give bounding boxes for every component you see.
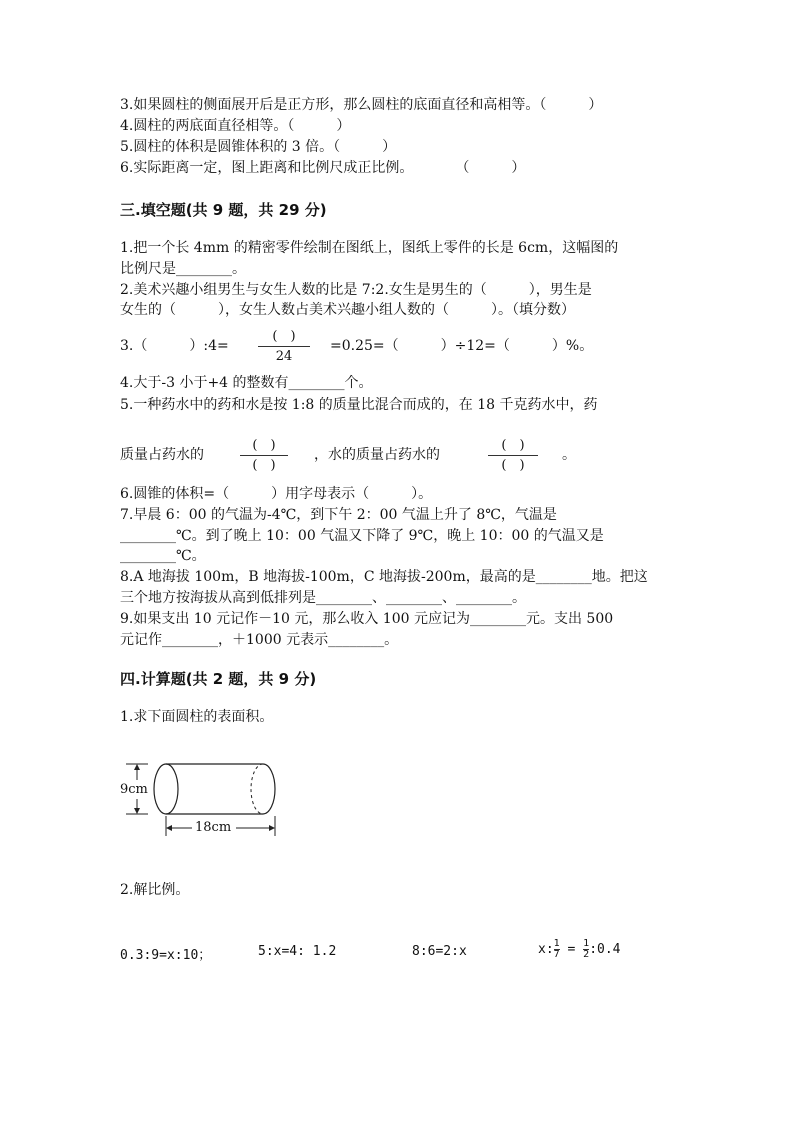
fill-q6: 6.圆锥的体积=（ ）用字母表示（ ）。 [120, 486, 433, 502]
fill-q8-line2: 三个地方按海拔从高到低排列是________、________、________。 [120, 590, 526, 606]
fill-q5-end: 。 [562, 447, 576, 463]
eq4-f1-denominator: 7 [553, 949, 560, 960]
fill-q8-line1: 8.A 地海拔 100m，B 地海拔-100m，C 地海拔-200m，最高的是________地。把这 [120, 569, 648, 585]
fill-q1-line1: 1.把一个长 4mm 的精密零件绘制在图纸上，图纸上零件的长是 6cm，这幅图的 [120, 240, 619, 256]
equation-4 [538, 939, 621, 960]
equation-2: 5:x=4: 1.2 [258, 944, 337, 959]
fill-q7-line1: 7.早晨 6：00 的气温为-4℃，到下午 2：00 气温上升了 8℃，气温是 [120, 507, 557, 523]
tf-question-3: 3.如果圆柱的侧面展开后是正方形，那么圆柱的底面直径和高相等。（ ） [120, 97, 603, 113]
fraction-bar [258, 346, 310, 347]
cylinder-length-label: 18cm [195, 820, 232, 835]
fraction-bar [240, 455, 288, 456]
equation-3: 8:6=2:x [412, 944, 467, 959]
equation-4-part-b: :0.4 [589, 942, 621, 957]
fill-q1-line2: 比例尺是________。 [120, 261, 246, 277]
fill-q5-frac2-denominator: ( ) [501, 458, 525, 473]
fill-q5-line1: 5.一种药水中的药和水是按 1:8 的质量比混合而成的，在 18 千克药水中，药 [120, 397, 598, 413]
fill-q5-start: 质量占药水的 [120, 447, 204, 463]
fill-q5-middle: ，水的质量占药水的 [314, 447, 440, 463]
fill-q5-fraction-2 [488, 438, 538, 473]
fill-q3-fraction-denominator: 24 [275, 349, 293, 364]
fill-q5-frac1-denominator: ( ) [252, 458, 276, 473]
fill-q5-frac1-numerator: ( ) [252, 438, 276, 453]
fill-q2-line2: 女生的（ ），女生人数占美术兴趣小组人数的（ ）。（填分数） [120, 302, 575, 318]
calc-section-heading: 四.计算题(共 2 题，共 9 分) [120, 670, 317, 688]
fill-q2-line1: 2.美术兴趣小组男生与女生人数的比是 7:2.女生是男生的（ ），男生是 [120, 282, 592, 298]
fill-q3-fraction-numerator: ( ) [272, 329, 296, 344]
fill-section-heading: 三.填空题(共 9 题，共 29 分) [120, 201, 327, 219]
calc-q1: 1.求下面圆柱的表面积。 [120, 709, 274, 725]
eq4-f2-denominator: 2 [583, 949, 590, 960]
calc-q2: 2.解比例。 [120, 882, 190, 898]
eq4-f1-numerator: 1 [553, 938, 560, 949]
tf-question-5: 5.圆柱的体积是圆锥体积的 3 倍。（ ） [120, 139, 397, 155]
tf-question-6: 6.实际距离一定，图上距离和比例尺成正比例。 （ ） [120, 160, 526, 176]
cylinder-height-label: 9cm [120, 782, 148, 797]
fill-q3-end: =0.25=（ ）÷12=（ ）%。 [330, 338, 594, 354]
fill-q9-line1: 9.如果支出 10 元记作－10 元，那么收入 100 元应记为________元。支出 500 [120, 611, 614, 627]
fraction-bar [488, 455, 538, 456]
tf-question-4: 4.圆柱的两底面直径相等。（ ） [120, 118, 351, 134]
fill-q7-line3: ________℃。 [120, 548, 206, 564]
fill-q7-line2: ________℃。到了晚上 10：00 气温又下降了 9℃，晚上 10：00 的气温又是 [120, 528, 604, 544]
eq4-f2-numerator: 1 [583, 938, 590, 949]
fill-q9-line2: 元记作________，＋1000 元表示________。 [120, 632, 399, 648]
equation-4-equals: = [567, 942, 576, 957]
fill-q4: 4.大于-3 小于+4 的整数有________个。 [120, 375, 373, 391]
equation-4-fraction-1 [554, 939, 560, 960]
fill-q5-fraction-1 [240, 438, 288, 473]
fill-q3-fraction [258, 329, 310, 364]
equation-1: 0.3:9=x:10； [120, 948, 212, 963]
fill-q3-start: 3.（ ）:4= [120, 338, 229, 354]
fill-q5-frac2-numerator: ( ) [501, 438, 525, 453]
equation-4-part-a: x: [538, 942, 554, 957]
